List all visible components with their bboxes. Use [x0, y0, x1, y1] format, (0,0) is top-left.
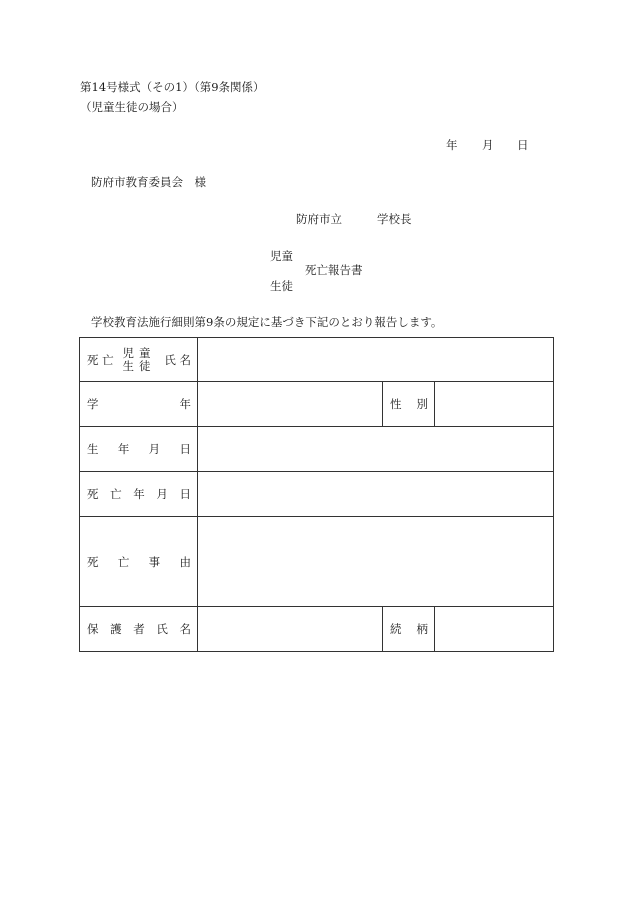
label-char: 学	[87, 397, 99, 411]
lead-paragraph: 学校教育法施行細則第9条の規定に基づき下記のとおり報告します。	[91, 315, 443, 329]
table-row	[80, 607, 554, 652]
label-char: 死	[87, 487, 99, 501]
guardian-name-field[interactable]	[198, 607, 383, 652]
relation-label-cell	[383, 607, 435, 652]
label-char: 由	[179, 554, 191, 569]
report-table	[79, 337, 554, 652]
label-char: 者	[133, 622, 145, 636]
death-date-field[interactable]	[198, 472, 554, 517]
guardian-label-cell	[80, 607, 198, 652]
label-char: 日	[179, 442, 191, 456]
name-field[interactable]	[198, 338, 554, 382]
table-row	[80, 517, 554, 607]
reason-label-cell	[80, 517, 198, 607]
label-char: 名	[179, 622, 191, 636]
table-row	[80, 338, 554, 382]
label-char: 事	[148, 554, 161, 569]
label-char: 日	[179, 487, 191, 501]
subject-student: 生徒	[270, 279, 293, 293]
table-row	[80, 427, 554, 472]
gender-label-cell	[383, 382, 435, 427]
form-number: 第14号様式（その1）（第9条関係）	[80, 80, 265, 94]
death-date-label-cell	[80, 472, 198, 517]
name-label-cell	[80, 338, 198, 382]
sender-city: 防府市立	[296, 212, 342, 226]
document-title: 死亡報告書	[305, 263, 363, 277]
birth-date-field[interactable]	[198, 427, 554, 472]
label-char: 続	[390, 622, 402, 636]
label-child: 児童	[122, 345, 156, 360]
relationship-field[interactable]	[435, 607, 554, 652]
label-char: 護	[110, 622, 122, 636]
date-year-label: 年	[446, 138, 458, 152]
grade-field[interactable]	[198, 382, 383, 427]
label-char: 月	[148, 442, 161, 456]
label-char: 氏	[164, 352, 176, 367]
label-char: 亡	[102, 352, 114, 367]
date-month-label: 月	[482, 138, 494, 152]
death-reason-field[interactable]	[198, 517, 554, 607]
label-char: 亡	[110, 487, 122, 501]
label-char: 生	[87, 442, 99, 456]
table-row	[80, 472, 554, 517]
label-char: 年	[117, 442, 130, 456]
label-char: 月	[156, 487, 168, 501]
label-char: 性	[390, 397, 402, 411]
label-char: 死	[87, 352, 99, 367]
label-char: 年	[179, 397, 191, 411]
label-student: 生徒	[122, 358, 156, 373]
sender-title: 学校長	[377, 212, 412, 226]
label-char: 年	[133, 487, 145, 501]
table-row	[80, 382, 554, 427]
grade-label-cell	[80, 382, 198, 427]
label-char: 氏	[156, 622, 168, 636]
label-char: 亡	[117, 554, 130, 569]
birth-label-cell	[80, 427, 198, 472]
label-char: 名	[179, 352, 191, 367]
addressee: 防府市教育委員会 様	[91, 175, 206, 189]
form-subtitle: （児童生徒の場合）	[80, 100, 184, 114]
date-day-label: 日	[517, 138, 529, 152]
subject-child: 児童	[270, 249, 293, 263]
label-char: 柄	[416, 622, 428, 636]
label-char: 保	[87, 622, 99, 636]
label-char: 別	[416, 397, 428, 411]
gender-field[interactable]	[435, 382, 554, 427]
label-char: 死	[87, 554, 99, 569]
